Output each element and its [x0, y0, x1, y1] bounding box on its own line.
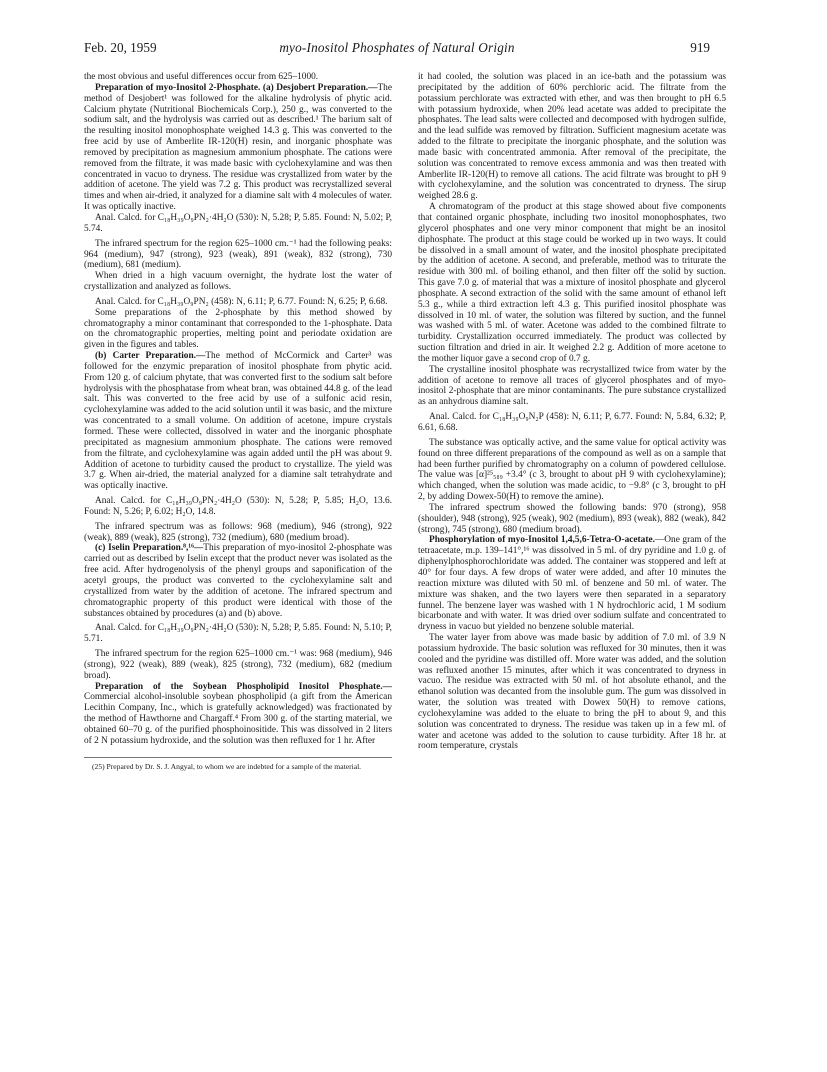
paragraph: [84, 623, 392, 645]
page-number: 919: [690, 40, 710, 55]
paragraph: [84, 496, 392, 518]
paragraph-text: The water layer from above was made basic by addition of 7.0 ml. of 3.9 N potassium hydroxide. The basic solution was refluxed for 30 minutes, then it was cooled and the pyridine was distilled off. More water was added, and the solution was refluxed another 15 minutes, after which it was concentrated to dryness in vacuo. The residue was extracted with 50 ml. of hot absolute ethanol, and the ethanol solution was decanted from the insoluble gum. The gum was dissolved in water, the solution was treated with Dowex 50(H) to remove cations, cyclohexylamine was added to the eluate to bring the pH to about 9, and this solution was concentrated to dryness. The residue was taken up in a few ml. of water and acetone was added to the solution to cause turbidity. After 18 hr. at room temperature, crystals: [418, 633, 726, 752]
paragraph: [418, 365, 726, 408]
paragraph-text: —One gram of the tetraacetate, m.p. 139–141°,¹⁶ was dissolved in 5 ml. of dry pyridine and 1.0 g. of diphenylphosphorochloridate was added. The container was stoppered and left at 40° for four days. A few drops of water were added, and after 10 minutes the reaction mixture was diluted with 50 ml. of benzene and 50 ml. of water. The mixture was shaken, and the two layers were then separated in a separatory funnel. The benzene layer was washed with 1 N hydrochloric acid, 1 M sodium bicarbonate and with water. It was dried over sodium sulfate and concentrated to dryness in vacuo but yielded no benzene soluble material.: [418, 535, 726, 633]
right-column: [418, 72, 726, 752]
section-heading: (b) Carter Preparation.—: [95, 351, 206, 362]
paragraph-text: The infrared spectrum for the region 625–1000 cm.⁻¹ was: 968 (medium), 946 (strong), 922 (weak), 889 (weak), 825 (strong), 732 (medium), 682 (medium broad).: [84, 649, 392, 681]
paragraph-text: Anal. Calcd. for C₁₈H₃₉O₉PN₂·4H₂O (530): N, 5.28; P, 5.85; H₂O, 13.6. Found: N, 5.26; P, 6.02; H₂O, 14.8.: [84, 496, 392, 517]
footnote-text: (25) Prepared by Dr. S. J. Angyal, to whom we are indebted for a sample of the material.: [92, 761, 362, 771]
paragraph: [418, 633, 726, 752]
paragraph: [418, 535, 726, 633]
paragraph: [84, 213, 392, 235]
paragraph-text: Anal. Calcd. for C₁₈H₃₉O₉PN₂ (458): N, 6.11; P, 6.77. Found: N, 6.25; P, 6.68.: [95, 296, 388, 307]
paragraph-text: The substance was optically active, and the same value for optical activity was found on three different preparations of the compound as well as on a sample that had been further purified by chromatography on a column of powdered cellulose. The value was [α]²⁵₅₈₉ +3.4° (c 3, brought to about pH 9 with cyclohexylamine); which changed, when the solution was made acidic, to −9.8° (c 3, brought to pH 2, by adding Dowex-50(H) to remove the amine).: [418, 437, 726, 503]
paragraph-text: The infrared spectrum showed the following bands: 970 (strong), 958 (shoulder), 948 (strong), 925 (weak), 902 (medium), 893 (weak), 882 (weak), 842 (strong), 745 (strong), 680 (medium broad).: [418, 502, 726, 535]
paragraph: [418, 438, 726, 503]
paragraph: [84, 649, 392, 682]
paragraph-text: Anal. Calcd. for C₁₈H₃₉O₉PN₂·4H₂O (530): N, 5.28; P, 5.85. Found: N, 5.02; P, 5.74.: [84, 212, 392, 234]
paragraph: [84, 271, 392, 293]
paragraph: [84, 682, 392, 747]
paragraph-text: Commercial alcohol-insoluble soybean phospholipid (a gift from the American Lecithin Company, Inc., which is gratefully acknowledged) was fractionated by the method of Hawthorne and Chargaff.⁴ From 300 g. of the starting material, we obtained 60–70 g. of the purified phosphoinositide. This was dissolved in 2 liters of 2 N potassium hydroxide, and the solution was then refluxed for 1 hr. After: [84, 692, 392, 746]
page-header: [84, 40, 710, 58]
paragraph: [84, 297, 392, 308]
paragraph: [84, 239, 392, 272]
section-heading: (c) Iselin Preparation.⁸,¹⁶—: [95, 543, 204, 554]
paragraph: [84, 543, 392, 619]
paragraph: [84, 83, 392, 213]
paragraph-text: The crystalline inositol phosphate was recrystallized twice from water by the addition of acetone to remove all traces of glycerol phosphates and of myo-inositol 2-phosphate that are minor contaminants. The pure substance crystallized as an anhydrous diamine salt.: [418, 364, 726, 408]
paragraph: [418, 503, 726, 536]
header-title: myo-Inositol Phosphates of Natural Origin: [279, 40, 515, 55]
paragraph: [84, 308, 392, 351]
paragraph: [418, 72, 726, 202]
section-heading: Preparation of myo-Inositol 2-Phosphate. (a) Desjobert Preparation.—: [95, 82, 378, 93]
paragraph-text: the most obvious and useful differences occur from 625–1000.: [84, 72, 319, 82]
paragraph: [84, 351, 392, 492]
paragraph-text: This preparation of myo-inositol 2-phosphate was carried out as described by Iselin except that the product never was isolated as the free acid. After hydrogenolysis of the phenyl groups and saponification of the acetyl groups, the product was converted to the cyclohexylamine salt and crystallized from water by the addition of acetone. The infrared spectrum and chromatographic property of this product were identical with those of the substances obtained by procedures (a) and (b) above.: [84, 543, 392, 619]
paragraph: [84, 72, 392, 83]
paragraph-text: Some preparations of the 2-phosphate by this method showed by chromatography a minor contaminant that corresponded to the 1-phosphate. Data on the chromatographic properties, melting point and periodate oxidation are given in the figures and tables.: [84, 307, 392, 351]
section-heading: Phosphorylation of myo-Inositol 1,4,5,6-Tetra-O-acetate.: [429, 535, 655, 546]
left-column: [84, 72, 392, 771]
footnote: [84, 757, 392, 771]
paragraph-text: The method of McCormick and Carter³ was followed for the enzymic preparation of inositol phosphate from phytic acid. From 120 g. of calcium phytate, that was converted first to the sodium salt before hydrolysis with the phosphatase from wheat bran, was obtained 44.8 g. of the lead salt. This was converted to the free acid by use of a sulfonic acid resin, cyclohexylamine was added to the acid solution until it was basic, and the mixture was concentrated to a small volume. On addition of acetone, impure crystals formed. These were collected, dissolved in water and the inorganic phosphate precipitated as magnesium ammonium phosphate. The cations were removed from the filtrate, and cyclohexylamine was again added until the pH was about 9. Addition of acetone to turbidity caused the product to crystallize. The yield was 3.7 g. When air-dried, the material analyzed for a diamine salt tetrahydrate and was optically inactive.: [84, 351, 392, 492]
header-date: Feb. 20, 1959: [84, 40, 157, 55]
paragraph: [418, 412, 726, 434]
section-heading: Preparation of the Soybean Phospholipid Inositol Phosphate.—: [95, 681, 392, 692]
paragraph-text: The infrared spectrum was as follows: 968 (medium), 946 (strong), 922 (weak), 889 (weak), 825 (strong), 732 (medium), 680 (medium broad).: [84, 521, 392, 543]
paragraph-text: it had cooled, the solution was placed in an ice-bath and the potassium was precipitated by the addition of 60% perchloric acid. The filtrate from the potassium perchlorate was extracted with ether, and was then brought to pH 6.5 with potassium hydroxide, when 20% lead acetate was added to precipitate the phosphates. The lead salts were collected and decomposed with hydrogen sulfide, and the lead sulfide was removed by filtration. Sufficient magnesium acetate was added to the filtrate to precipitate the inorganic phosphate, and the solution was made basic with concentrated ammonia. After removal of the precipitate, the solution was concentrated to remove excess ammonia and was then treated with Amberlite IR-120(H) to remove all cations. The acid filtrate was brought to pH 9 with cyclohexylamine, and the solution was concentrated to dryness. The sirup weighed 28.6 g.: [418, 72, 726, 202]
paragraph-text: The method of Desjobert¹ was followed for the alkaline hydrolysis of phytic acid. Calcium phytate (Nutritional Biochemicals Corp.), 250 g., was converted to the sodium salt, and the hydrolysis was carried out as described.¹ The barium salt of the resulting inositol monophosphate weighed 14.3 g. This was converted to the free acid by use of Amberlite IR-120(H) resin, and inorganic phosphate was removed by precipitation as magnesium ammonium phosphate. The cations were removed from the filtrate, it was made basic with cyclohexylamine and was then concentrated in vacuo to dryness. The residue was crystallized from water by the addition of acetone. The yield was 7.2 g. This product was recrystallized several times and when air-dried, it analyzed for a diamine salt with 4 molecules of water. It was optically inactive.: [84, 82, 392, 213]
paragraph-text: When dried in a high vacuum overnight, the hydrate lost the water of crystallization and analyzed as follows.: [84, 271, 392, 293]
paragraph-text: A chromatogram of the product at this stage showed about five components that contained organic phosphate, including two inositol monophosphates, two glycerol phosphates and one very minor component that might be an inositol diphosphate. The product at this stage could be worked up in two ways. It could be dissolved in a small amount of water, and the inositol phosphate precipitated by the addition of acetone. A second, and preferable, method was to triturate the residue with 300 ml. of boiling ethanol, and then filter off the solid by suction. This gave 7.0 g. of material that was a mixture of inositol phosphate and glycerol phosphate. A second extraction of the solid with the same amount of ethanol left 5.3 g., while a third extraction left 4.3 g. This purified inositol phosphate was dissolved in 10 ml. of water, the solution was filtered by suction, and the funnel was washed with 5 ml. of water. Acetone was added to the combined filtrate to turbidity. Crystallization occurred immediately. The product was collected by suction filtration and dried in air. It weighed 2.2 g. Addition of more acetone to the mother liquor gave a second crop of 0.7 g.: [418, 202, 726, 364]
paragraph: [84, 522, 392, 544]
paragraph-text: Anal. Calcd. for C₁₈H₃₉O₉PN₂·4H₂O (530): N, 5.28; P, 5.85. Found: N, 5.10; P, 5.71.: [84, 623, 392, 645]
paragraph: [418, 202, 726, 365]
paragraph-text: The infrared spectrum for the region 625–1000 cm.⁻¹ had the following peaks: 964 (medium), 947 (strong), 923 (weak), 891 (weak), 832 (strong), 730 (medium), 681 (medium).: [84, 238, 392, 271]
paragraph-text: Anal. Calcd. for C₁₈H₃₉O₉N₂P (458): N, 6.11; P, 6.77. Found: N, 5.84, 6.32; P, 6.61, 6.68.: [418, 412, 726, 433]
